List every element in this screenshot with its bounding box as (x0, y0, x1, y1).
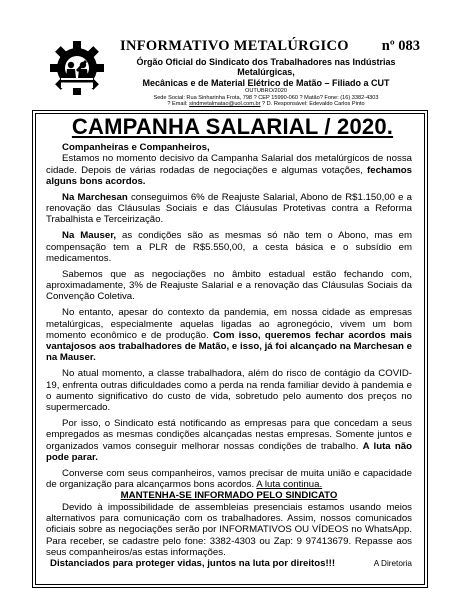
contact-line (110, 101, 422, 108)
paragraph-covid: No atual momento, a classe trabalhadora, além do risco de contágio da COVID-19, enfrenta outras dificuldades como a perda na renda familiar devido à pandemia e o aumento significativo do custo de vida, sobretudo pelo aumento dos preços no supermercado. (46, 368, 412, 414)
issue-number: nº 083 (381, 38, 420, 54)
masthead-text (110, 38, 422, 108)
email-label: ? Email: (167, 101, 188, 108)
responsible-line: ? D. Responsável: Edevaldo Carlos Pinto (262, 101, 365, 108)
paragraph-mauser: Na Mauser, as condições são as mesmas só não tem o Abono, mas em compensação tem a PLR de R$5.550,00, a cesta básica e o subsídio em medicamentos. (46, 230, 412, 264)
address-line: Sede Social: Rua Sinharinha Frota, 798 ? CEP 15990-060 ? Matão? Fone: (16) 3382-4303 (153, 94, 379, 101)
org-line-2: Mecânicas e de Material Elétrico de Matão – Filiado a CUT (142, 78, 390, 88)
issue-date: OUTUBRO/2020 (245, 88, 287, 94)
org-line-1: Órgão Oficial do Sindicato dos Trabalhadores nas Indústrias Metalúrgicas, (136, 57, 396, 77)
headline: CAMPANHA SALARIAL / 2020. (71, 114, 394, 139)
newsletter-title: INFORMATIVO METALÚRGICO (120, 38, 349, 54)
signature: A Diretoria (373, 559, 412, 569)
paragraph-context: No entanto, apesar do contexto da pandemia, em nossa cidade as empresas metalúrgicas, especialmente aquelas ligadas ao agronegócio, vivem um bom momento econômico e de produção. Com isso, queremos fechar acordos mais vantajosos aos trabalhadores de Matão, e isso, já foi alcançado na Marchesan e na Mauser. (46, 307, 413, 364)
footer-line (46, 558, 412, 569)
masthead (44, 38, 422, 106)
gear-worker-logo-icon (44, 38, 110, 100)
slogan: Distanciados para proteger vidas, juntos na luta por direitos!!! (50, 558, 336, 570)
paragraph-1: Estamos no momento decisivo da Campanha Salarial dos metalúrgicos de nossa cidade. Depois de várias rodadas de negociações e algumas votações, fechamos alguns bons acordos. (46, 153, 412, 187)
article-body (46, 142, 412, 570)
email-link[interactable]: sindmetalmatao@uol.com.br (189, 101, 261, 108)
paragraph-marchesan: Na Marchesan conseguimos 6% de Reajuste Salarial, Abono de R$1.150,00 e a renovação das Cláusulas Sociais e das Cláusulas Protetivas contra a Reforma Trabalhista e Terceirização. (46, 191, 412, 226)
paragraph-whatsapp: Devido à impossibilidade de assembleias presenciais estamos usando meios alternativos para comunicação com os trabalhadores. Assim, nossos comunicados oficiais sobre as negociações serão por INFORMATIVOS OU VÍDEOS no WhatsApp. Para receber, se cadastre pelo fone: 3382-4303 ou Zap: 9 97413679. Repasse aos seus companheiros/as estas informações. (46, 501, 412, 558)
greeting: Companheiras e Companheiros, (62, 142, 210, 153)
paragraph-state: Sabemos que as negociações no âmbito estadual estão fechando com, aproximadamente, 3% de Reajuste Salarial e a renovação das Cláusulas Sociais da Convenção Coletiva. (46, 268, 412, 303)
section-title: MANTENHA-SE INFORMADO PELO SINDICATO (120, 490, 338, 502)
paragraph-notice: Por isso, o Sindicato está notificando as empresas para que concedam a seus empregados as mesmas condições alcançadas nestas empresas. Somente juntos e organizados vamos conseguir melhorar nossas condições de trabalho. A luta não pode parar. (46, 418, 413, 463)
paragraph-unity: Converse com seus companheiros, vamos precisar de muita união e capacidade de organização para alcançarmos bons acordos. A luta continua. (46, 467, 412, 491)
